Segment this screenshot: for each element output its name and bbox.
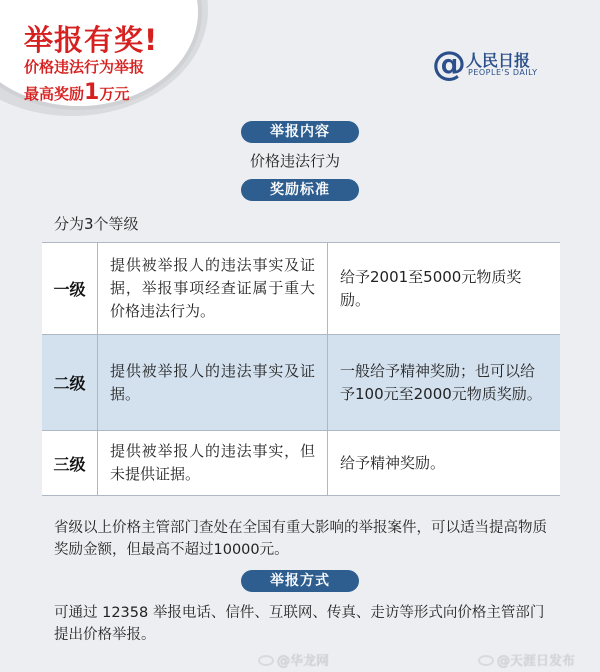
- section-title-method: 举报方式: [241, 570, 359, 592]
- level-condition: 提供被举报人的违法事实及证据。: [98, 335, 328, 430]
- weibo-icon: [478, 655, 494, 666]
- badge-reward-suffix: 万元: [99, 85, 130, 103]
- table-row: [42, 242, 560, 334]
- badge-reward-amount: 1: [84, 80, 100, 105]
- badge-reward-prefix: 最高奖励: [24, 85, 85, 103]
- note-text: 省级以上价格主管部门查处在全国有重大影响的举报案件，可以适当提高物质奖励金额，但最高不超过10000元。: [54, 520, 547, 558]
- watermark-left-text: @华龙网: [277, 654, 330, 669]
- watermark-right: [478, 650, 575, 669]
- watermark-left: [258, 650, 329, 669]
- badge-reward: [24, 80, 129, 105]
- content-text: 价格违法行为: [250, 152, 341, 170]
- watermark-right-text: @天涯日发布: [497, 654, 576, 669]
- badge-title: 举报有奖!: [24, 23, 159, 57]
- logo-english: PEOPLE'S DAILY: [468, 68, 538, 77]
- level-reward: 给予2001至5000元物质奖励。: [340, 267, 522, 309]
- level-label: 一级: [42, 243, 98, 334]
- level-label: 三级: [42, 431, 98, 495]
- level-label: 二级: [42, 335, 98, 430]
- level-condition: 提供被举报人的违法事实及证据，举报事项经查证属于重大价格违法行为。: [98, 243, 328, 334]
- logo-name: 人民日报: [466, 51, 531, 70]
- level-reward: 给予精神奖励。: [340, 453, 446, 472]
- badge-subtitle: 价格违法行为举报: [24, 58, 145, 76]
- reward-levels-table: [42, 242, 560, 496]
- weibo-icon: [258, 655, 274, 666]
- table-row: [42, 430, 560, 496]
- peoples-daily-logo: [432, 46, 560, 86]
- table-row: [42, 334, 560, 430]
- level-reward: 一般给予精神奖励；也可以给予100元至2000元物质奖励。: [340, 361, 542, 403]
- reward-intro: 分为3个等级: [54, 215, 139, 233]
- section-title-content: 举报内容: [241, 121, 359, 143]
- section-title-reward: 奖励标准: [241, 179, 359, 201]
- at-icon: @: [432, 44, 466, 84]
- level-condition: 提供被举报人的违法事实，但未提供证据。: [98, 431, 328, 495]
- method-text: 可通过 12358 举报电话、信件、互联网、传真、走访等形式向价格主管部门提出价格举报。: [54, 605, 545, 643]
